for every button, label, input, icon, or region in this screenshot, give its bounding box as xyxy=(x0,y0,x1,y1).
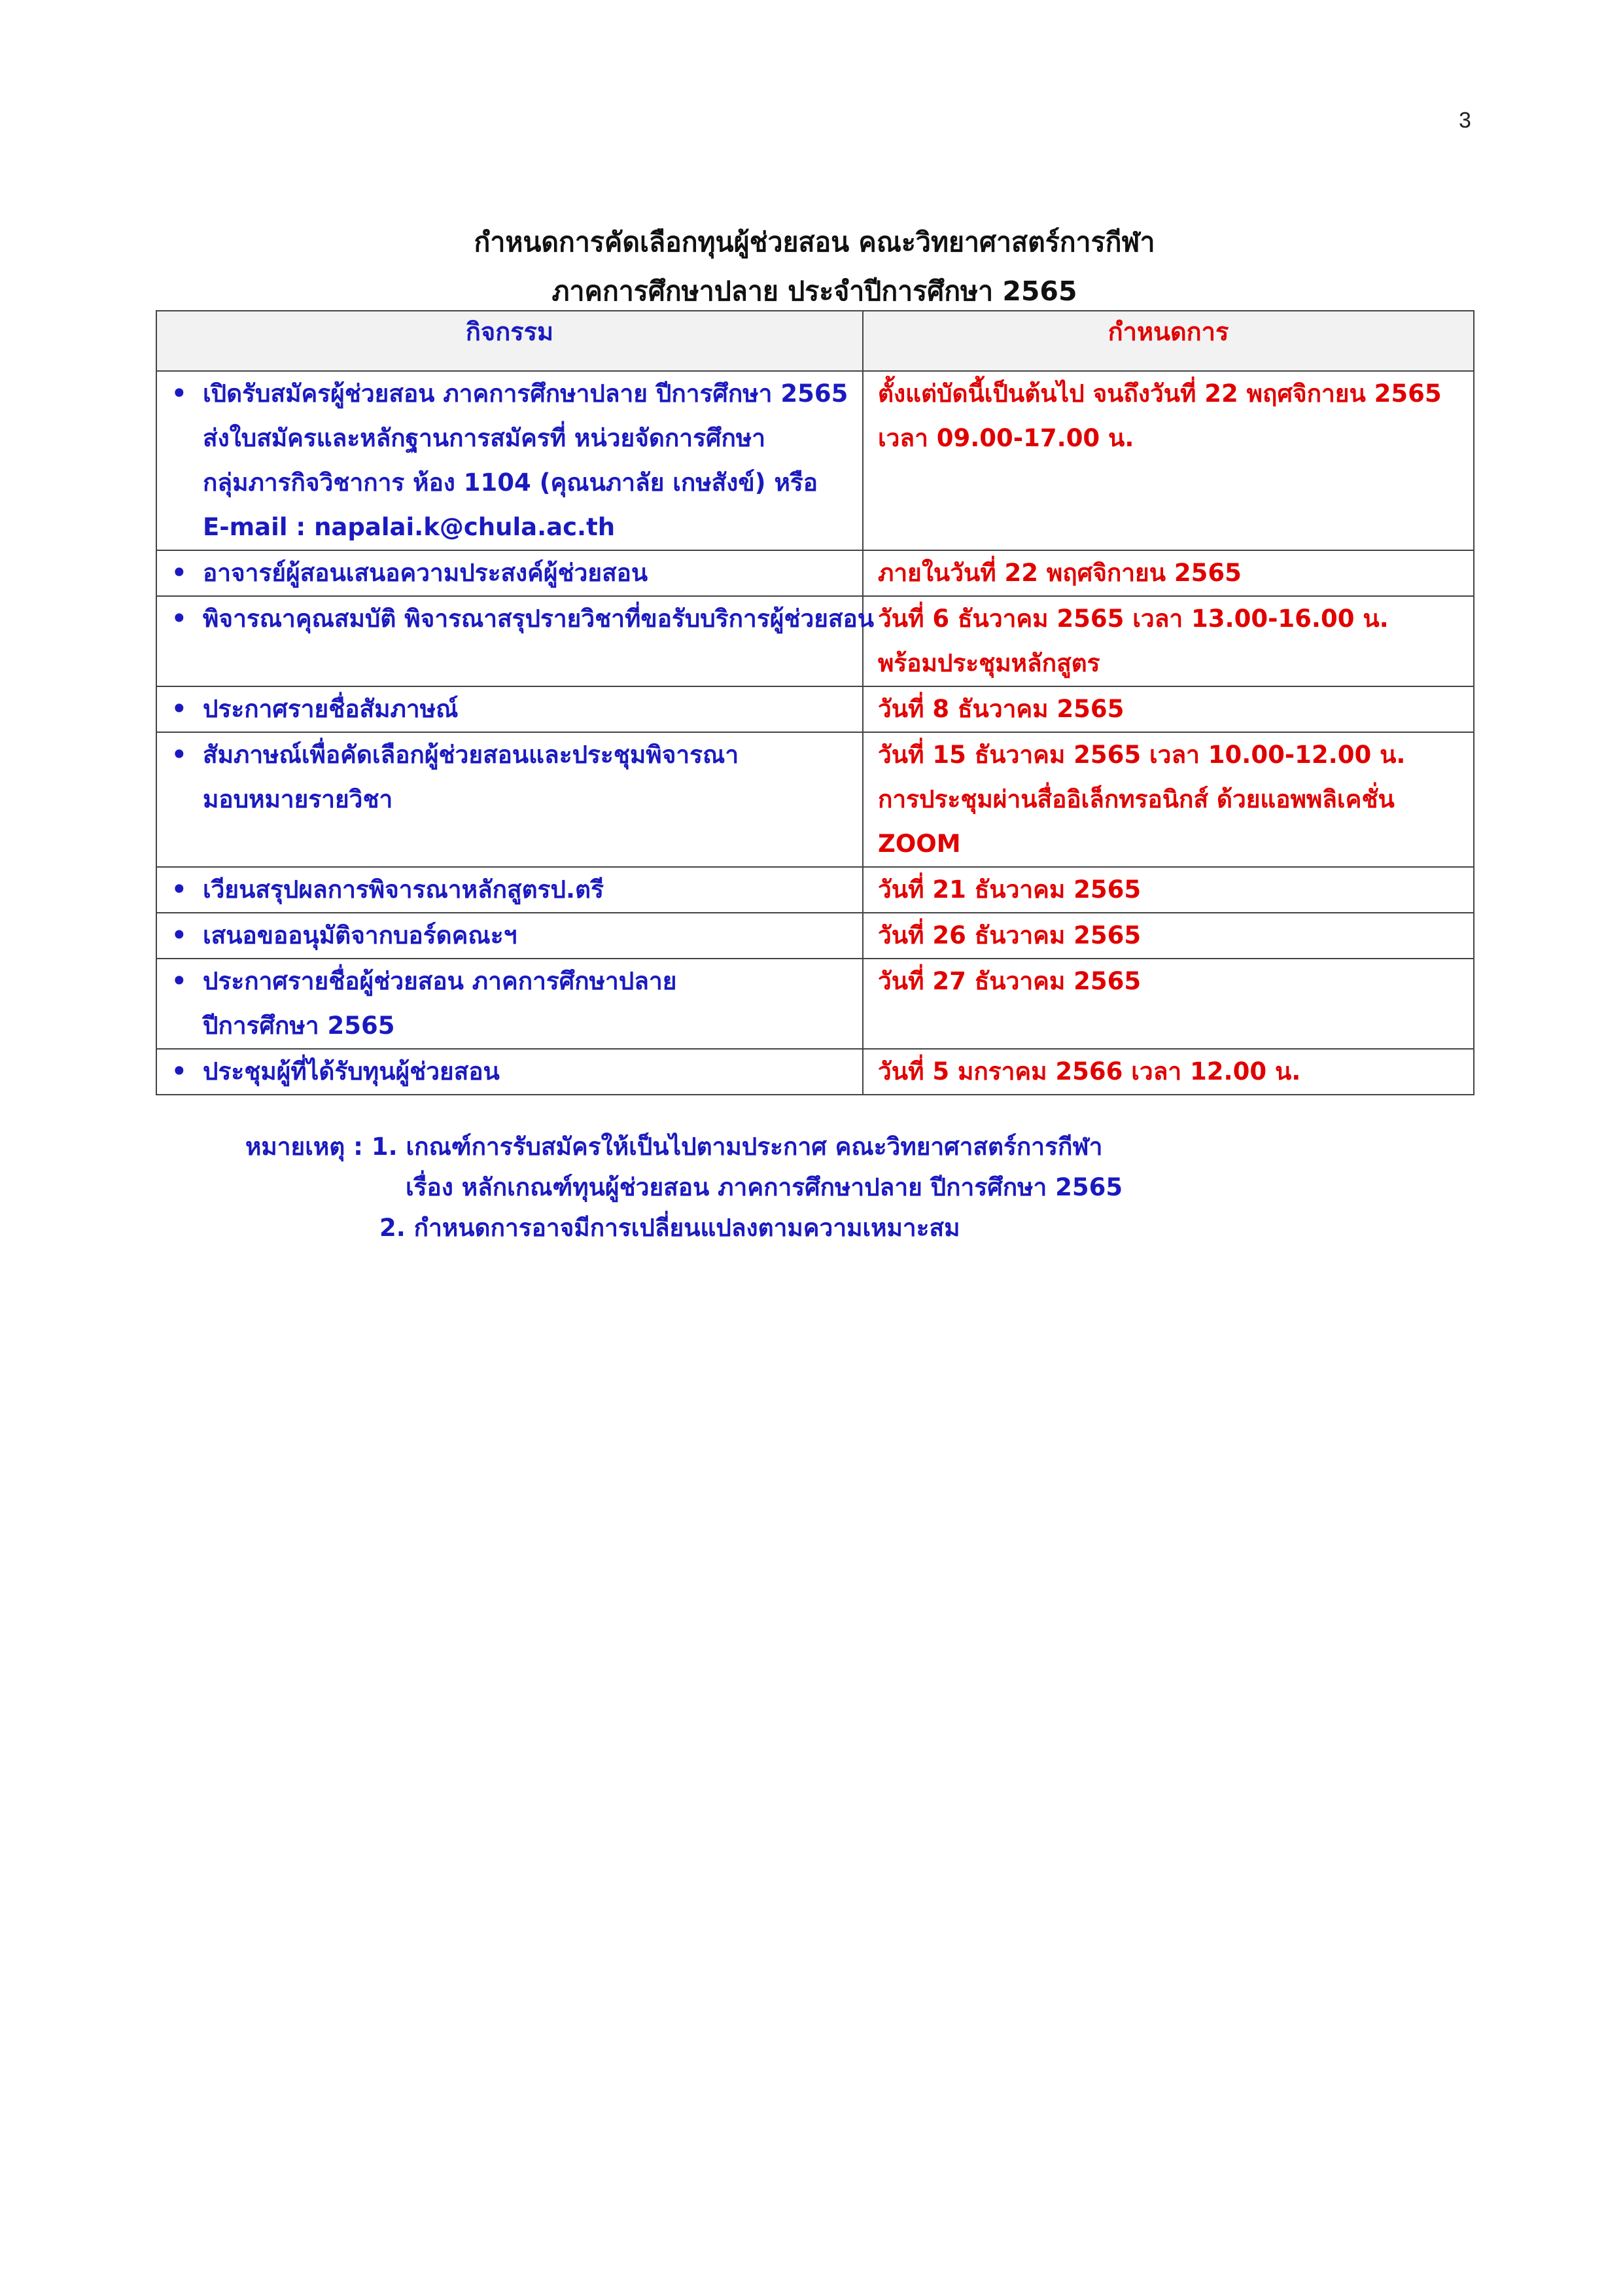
schedule-text: ZOOM xyxy=(878,830,961,858)
bullet-icon: • xyxy=(171,875,187,904)
schedule-cell xyxy=(863,959,1474,1049)
table-row xyxy=(156,596,1474,686)
activity-text: สัมภาษณ์เพื่อคัดเลือกผู้ช่วยสอนและประชุมพิจารณา xyxy=(203,741,739,769)
activity-text: ประกาศรายชื่อสัมภาษณ์ xyxy=(203,695,459,723)
schedule-cell xyxy=(863,686,1474,732)
schedule-cell xyxy=(863,550,1474,596)
header-schedule: กำหนดการ xyxy=(863,311,1474,371)
bullet-icon: • xyxy=(171,695,187,723)
activity-text: พิจารณาคุณสมบัติ พิจารณาสรุปรายวิชาที่ขอรับบริการผู้ช่วยสอน xyxy=(203,605,875,633)
schedule-cell xyxy=(863,1049,1474,1095)
bullet-icon: • xyxy=(171,921,187,949)
activity-cell xyxy=(156,959,863,1049)
activity-cell xyxy=(156,371,863,550)
schedule-text: วันที่ 8 ธันวาคม 2565 xyxy=(878,695,1125,723)
note-line-2: เรื่อง หลักเกณฑ์ทุนผู้ช่วยสอน ภาคการศึกษาปลาย ปีการศึกษา 2565 xyxy=(406,1173,1123,1201)
schedule-cell xyxy=(863,596,1474,686)
activity-cell xyxy=(156,732,863,867)
notes xyxy=(245,1127,1123,1248)
schedule-text: พร้อมประชุมหลักสูตร xyxy=(878,649,1100,677)
activity-text: ประชุมผู้ที่ได้รับทุนผู้ช่วยสอน xyxy=(203,1057,500,1086)
activity-text: E-mail : napalai.k@chula.ac.th xyxy=(203,513,616,541)
table-row xyxy=(156,686,1474,732)
activity-text: อาจารย์ผู้สอนเสนอความประสงค์ผู้ช่วยสอน xyxy=(203,559,648,587)
document-subtitle: ภาคการศึกษาปลาย ประจำปีการศึกษา 2565 xyxy=(551,275,1077,307)
activity-cell xyxy=(156,686,863,732)
activity-text: มอบหมายรายวิชา xyxy=(203,785,393,813)
schedule-text: ภายในวันที่ 22 พฤศจิกายน 2565 xyxy=(878,559,1242,587)
activity-cell xyxy=(156,913,863,959)
schedule-text: การประชุมผ่านสื่ออิเล็กทรอนิกส์ ด้วยแอพพลิเคชั่น xyxy=(878,785,1395,813)
schedule-cell xyxy=(863,732,1474,867)
schedule-text: เวลา 09.00-17.00 น. xyxy=(878,424,1134,452)
activity-text: ส่งใบสมัครและหลักฐานการสมัครที่ หน่วยจัดการศึกษา xyxy=(203,424,766,452)
schedule-text: วันที่ 21 ธันวาคม 2565 xyxy=(878,875,1142,904)
schedule-text: วันที่ 5 มกราคม 2566 เวลา 12.00 น. xyxy=(878,1057,1301,1086)
schedule-text: วันที่ 6 ธันวาคม 2565 เวลา 13.00-16.00 น. xyxy=(878,605,1389,633)
bullet-icon: • xyxy=(171,605,187,633)
activity-cell xyxy=(156,596,875,686)
activity-text: เสนอขออนุมัติจากบอร์ดคณะฯ xyxy=(203,921,517,949)
bullet-icon: • xyxy=(171,559,187,587)
note-line-3: 2. กำหนดการอาจมีการเปลี่ยนแปลงตามความเหมาะสม xyxy=(379,1214,960,1242)
table-header-row xyxy=(156,311,1474,371)
activity-text: ประกาศรายชื่อผู้ช่วยสอน ภาคการศึกษาปลาย xyxy=(203,967,677,995)
activity-text: ปีการศึกษา 2565 xyxy=(203,1012,395,1040)
activity-cell xyxy=(156,550,863,596)
schedule-text: ตั้งแต่บัดนี้เป็นต้นไป จนถึงวันที่ 22 พฤศจิกายน 2565 xyxy=(878,380,1442,408)
schedule-cell xyxy=(863,371,1474,550)
bullet-icon: • xyxy=(171,380,187,408)
document-title: กำหนดการคัดเลือกทุนผู้ช่วยสอน คณะวิทยาศาสตร์การกีฬา xyxy=(474,226,1155,258)
schedule-text: วันที่ 27 ธันวาคม 2565 xyxy=(878,967,1142,995)
page-number: 3 xyxy=(1459,108,1471,133)
schedule-cell xyxy=(863,913,1474,959)
schedule-table xyxy=(156,310,1475,1095)
activity-text: กลุ่มภารกิจวิชาการ ห้อง 1104 (คุณนภาลัย เกษสังข์) หรือ xyxy=(203,468,818,497)
activity-text: เวียนสรุปผลการพิจารณาหลักสูตรป.ตรี xyxy=(203,875,604,904)
table-row xyxy=(156,913,1474,959)
note-line-1: หมายเหตุ : 1. เกณฑ์การรับสมัครให้เป็นไปตามประกาศ คณะวิทยาศาสตร์การกีฬา xyxy=(245,1133,1103,1161)
table-row xyxy=(156,732,1474,867)
table-row xyxy=(156,867,1474,913)
schedule-cell xyxy=(863,867,1474,913)
bullet-icon: • xyxy=(171,1057,187,1086)
table-row xyxy=(156,1049,1474,1095)
activity-cell xyxy=(156,1049,863,1095)
schedule-text: วันที่ 15 ธันวาคม 2565 เวลา 10.00-12.00 น. xyxy=(878,741,1406,769)
schedule-text: วันที่ 26 ธันวาคม 2565 xyxy=(878,921,1142,949)
table-row xyxy=(156,959,1474,1049)
activity-cell xyxy=(156,867,863,913)
activity-text: เปิดรับสมัครผู้ช่วยสอน ภาคการศึกษาปลาย ปีการศึกษา 2565 xyxy=(203,380,848,408)
table-row xyxy=(156,371,1474,550)
bullet-icon: • xyxy=(171,967,187,995)
header-activity: กิจกรรม xyxy=(156,311,863,371)
table-row xyxy=(156,550,1474,596)
bullet-icon: • xyxy=(171,741,187,769)
